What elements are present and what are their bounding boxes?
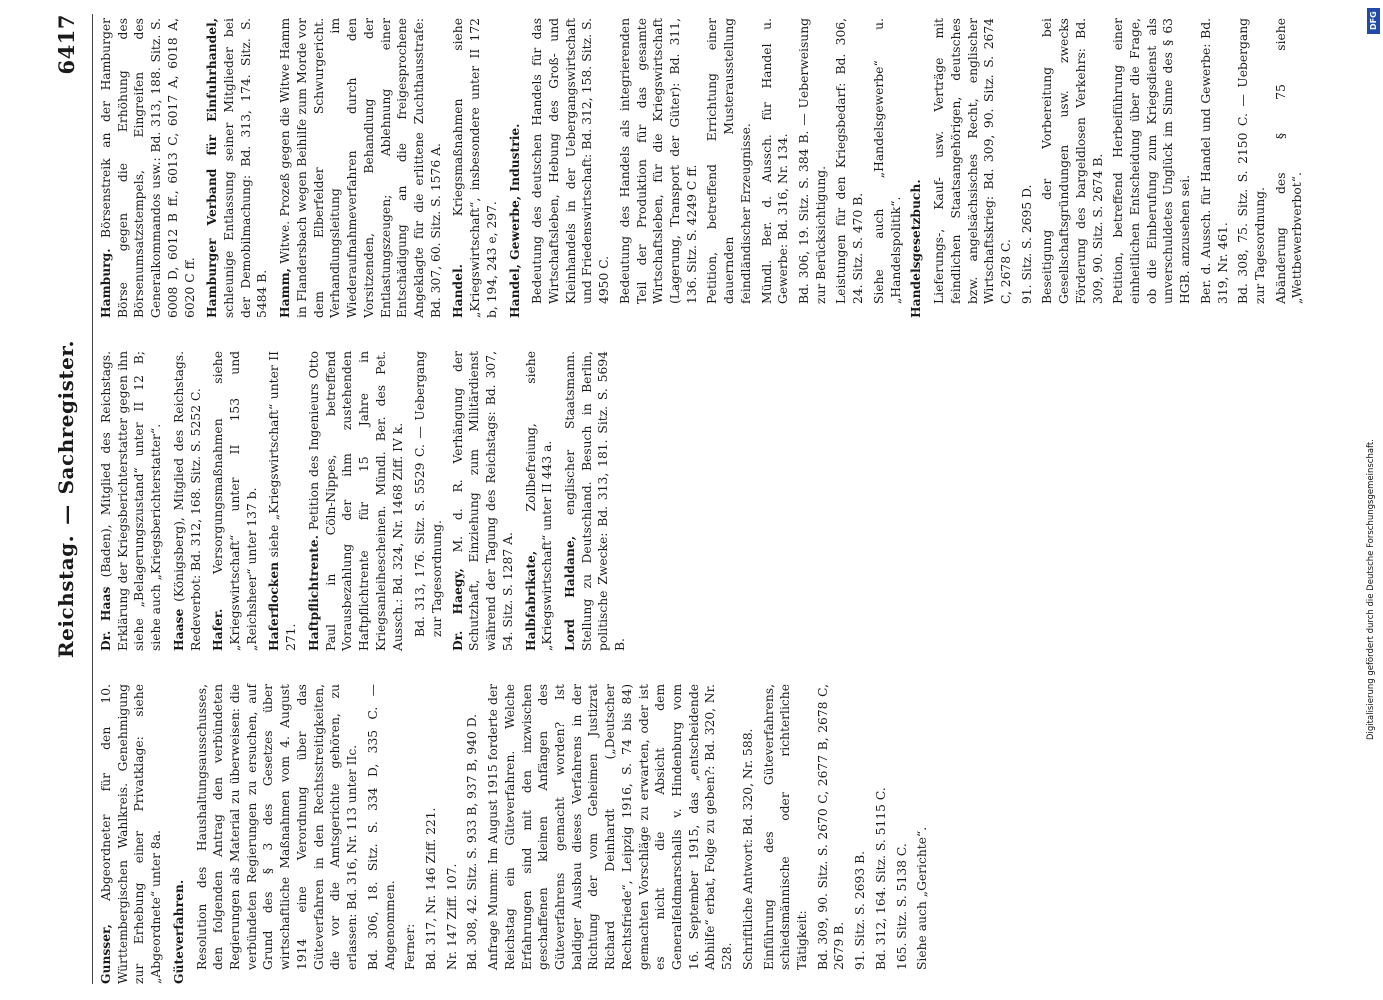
- register-entry: [450, 351, 517, 651]
- entry-keyword: Halbfabrikate,: [522, 550, 538, 651]
- entry-text: Zollbefreiung, siehe „Kriegswirtschaft“ unter II 443 a.: [523, 351, 555, 651]
- entry-keyword: Handelsgesetzbuch.: [908, 179, 924, 318]
- page-number: 6417: [53, 14, 79, 75]
- entry-text: Petition, betreffend Errichtung einer dauernden Musterausstellung feindländischer Erzeugnisse.: [705, 18, 753, 304]
- running-head: [54, 14, 78, 984]
- register-entry: [402, 684, 419, 970]
- register-entry: [98, 684, 165, 984]
- register-entry: [529, 18, 613, 304]
- register-entry: [704, 18, 754, 304]
- entry-text: Witwe. Prozeß gegen die Witwe Hamm in Flandersbach wegen Beihilfe zum Morde vor dem Elberfelder Schwurgericht. Verhandlungsleitung im Wiederaufnahmeverfahren durch den Vorsitzenden, Behandlung der Entlastungszeugen; Ablehnung einer Entschädigung an die freigesprochene Angeklagte für die erlittene Zuchthausstrafe: Bd. 307, 60. Sitz. S. 1576 A.: [278, 18, 443, 318]
- entry-text: 91. Sitz. S. 2693 B.: [853, 850, 868, 970]
- register-entry: [1019, 18, 1036, 304]
- register-entry: [617, 18, 701, 304]
- entry-text: englischer Staatsmann. Stellung zu Deutschland. Besuch in Berlin, politische Zwecke: Bd. 313, 181. Sitz. S. 5694 B.: [562, 350, 628, 651]
- entry-text: Mündl. Ber. d. Aussch. für Handel u. Gewerbe: Bd. 316, Nr. 134.: [759, 18, 791, 304]
- entry-text: Bedeutung des deutschen Handels für das Wirtschaftsleben, Hebung des Groß- und Kleinhandels in der Uebergangswirtschaft und Friedenswirtschaft: Bd. 312, 158. Sitz. S. 4950 C.: [530, 18, 612, 304]
- register-entry: [444, 684, 461, 970]
- index-column-2: [98, 351, 635, 651]
- register-entry: [562, 351, 629, 651]
- entry-keyword: Lord Haldane,: [561, 535, 577, 651]
- running-head-right: Sachregister.: [54, 340, 78, 495]
- register-entry: [423, 684, 440, 970]
- index-column-1: [98, 684, 935, 984]
- entry-text: Bd. 308, 75. Sitz. S. 2150 C. — Uebergang zur Tagesordnung.: [1236, 18, 1267, 304]
- register-entry: [98, 18, 198, 318]
- entry-text: (Baden), Mitglied des Reichstags. Erklärung der Kriegsberichterstatter gegen ihn siehe „Belagerungszustand“ unter II 12 B; siehe auch „Kriegsberichterstatter“.: [99, 351, 164, 651]
- entry-keyword: Dr. Haegy,: [449, 568, 465, 651]
- entry-text: Kriegsmaßnahmen siehe „Kriegswirtschaft“, insbesondere unter II 172 b, 194, 243 e, 297.: [451, 18, 499, 318]
- register-entry: [204, 18, 271, 318]
- entry-keyword: Hamburg.: [98, 248, 113, 318]
- entry-text: Schriftliche Antwort: Bd. 320, Nr. 588.: [740, 728, 755, 970]
- register-entry: [796, 18, 829, 304]
- entry-keyword: Handel, Gewerbe, Industrie.: [506, 123, 522, 318]
- entry-text: Siehe auch „Handelsgewerbe“ u. „Handelspolitik“.: [871, 18, 903, 304]
- entry-text: Bd. 306, 18. Sitz. S. 334 D, 335 C. — Angenommen.: [365, 684, 397, 970]
- entry-text: Bd. 313, 176. Sitz. S. 5529 C. — Uebergang zur Tagesordnung.: [413, 351, 444, 637]
- entry-keyword: Haase: [170, 608, 186, 651]
- register-entry: [761, 684, 811, 970]
- entry-text: Siehe auch „Gerichte“.: [915, 826, 930, 970]
- register-entry: [266, 351, 299, 651]
- entry-text: Bd. 306, 19. Sitz. S. 384 B. — Ueberweisung zur Berücksichtigung.: [797, 18, 828, 304]
- entry-text: 165. Sitz. S. 5138 C.: [894, 843, 909, 970]
- index-column-3: [98, 18, 1310, 318]
- register-entry: [894, 684, 911, 970]
- register-entry: [412, 351, 445, 637]
- entry-text: Abgeordneter für den 10. Württembergischen Wahlkreis. Genehmigung zur Erhebung einer Privatklage: siehe „Abgeordnete“ unter 8a.: [99, 684, 164, 984]
- register-entry: [277, 18, 444, 318]
- entry-text: Petition des Ingenieurs Otto Paul in Cöln-Nippes, betreffend Vorausbezahlung der ihm zustehenden Haftpflichtrente für 15 Jahre in Kriegsanleihescheinen. Mündl. Ber. des Pet. Aussch.: Bd. 324, Nr. 1468 Ziff. IV k.: [306, 351, 405, 651]
- entry-keyword: Hafer.: [210, 608, 226, 651]
- running-head-left: Reichstag.: [54, 534, 78, 658]
- entry-text: Abänderung des § 75 siehe „Wettbewerbverbot“.: [1273, 18, 1305, 304]
- running-head-dash: —: [54, 504, 78, 525]
- entry-text: Bd. 317, Nr. 146 Ziff. 221.: [423, 807, 438, 970]
- register-entry: [871, 18, 904, 304]
- register-entry: [450, 18, 500, 318]
- entry-text: Versorgungsmaßnahmen siehe „Kriegswirtschaft“ unter II 153 und „Reichsheer“ unter 137 b.: [211, 351, 259, 651]
- entry-text: schleunige Entlassung seiner Mitglieder bei der Demobilmachung: Bd. 313, 174. Sitz. S. 5484 B.: [222, 18, 270, 318]
- entry-text: 91. Sitz. S. 2695 D.: [1019, 184, 1034, 304]
- register-entry: [1235, 18, 1268, 304]
- register-page: [28, 14, 1338, 984]
- register-entry: [908, 18, 925, 318]
- register-entry: [873, 684, 890, 970]
- entry-text: siehe „Kriegswirtschaft“ unter II 271.: [267, 351, 299, 651]
- register-entry: [1198, 18, 1231, 304]
- entry-text: M. d. R. Verhängung der Schutzhaft, Einziehung zum Militärdienst während der Tagung des Reichstags: Bd. 307, 54. Sitz. S. 1287 A.: [450, 351, 515, 651]
- register-entry: [365, 684, 398, 970]
- register-entry: [306, 351, 406, 651]
- register-entry: [507, 18, 524, 318]
- register-entry: [464, 684, 481, 970]
- entry-text: (Königsberg), Mitglied des Reichstags. Redeverbot: Bd. 312, 168. Sitz. S. 5252 C.: [171, 351, 203, 651]
- entry-keyword: Dr. Haas: [98, 586, 113, 651]
- entry-keyword: Hamburger Verband für Einfuhrhandel,: [204, 18, 220, 318]
- register-entry: [1273, 18, 1306, 304]
- entry-text: Lieferungs-, Kauf- usw. Verträge mit feindlichen Staatsangehörigen, deutsches bzw. angelsächsisches Recht, englischer Wirtschaftskrieg: Bd. 309, 90. Sitz. S. 2674 C, 2678 C.: [932, 18, 1013, 304]
- register-entry: [98, 351, 165, 651]
- register-entry: [833, 18, 866, 304]
- register-entry: [210, 351, 260, 651]
- entry-keyword: Haferflocken: [266, 561, 282, 651]
- side-margin: [1363, 0, 1383, 1000]
- header-rule: [92, 14, 93, 984]
- entry-keyword: Handel.: [450, 264, 466, 318]
- digitization-note: Digitalisierung gefördert durch die Deutsche Forschungsgemeinschaft.: [1366, 439, 1376, 740]
- entry-text: Petition, betreffend Herbeiführung einer einheitlichen Entscheidung über die Frage, ob die Einberufung zum Kriegsdienst als unverschuldetes Unglück im Sinne des § 63 HGB. anzusehen sei.: [1111, 18, 1193, 304]
- entry-keyword: Hamm,: [277, 268, 293, 318]
- entry-text: Nr. 147 Ziff. 107.: [444, 863, 459, 970]
- entry-text: Leistungen für den Kriegsbedarf: Bd. 306, 24. Sitz. S. 470 B.: [834, 18, 866, 304]
- register-entry: [523, 351, 556, 651]
- entry-text: Bd. 312, 164. Sitz. S. 5115 C.: [873, 787, 888, 970]
- register-entry: [759, 18, 792, 304]
- register-entry: [931, 18, 1015, 304]
- register-entry: [1110, 18, 1194, 304]
- register-entry: [815, 684, 848, 970]
- register-entry: [171, 351, 204, 651]
- register-entry: [740, 684, 757, 970]
- entry-text: Anfrage Mumm: Im August 1915 forderte der Reichstag ein Güteverfahren. Welche Erfahrungen sind mit den inzwischen geschaffenen kleinen Anfängen des Güteverfahrens gemacht worden? Ist baldiger Ausbau dieses Verfahrens in der Richtung der vom Geheimen Justizrat Richard Deinhardt („Deutscher Rechtsfriede“, Leipzig 1916, S. 74 bis 84) gemachten Vorschläge zu erwarten, oder ist es nicht die Absicht dem Generalfeldmarschalls v. Hindenburg vom 16. September 1915, das „entscheidende Abhilfe“ erbat, Folge zu geben?: Bd. 320, Nr. 528.: [486, 684, 735, 970]
- entry-text: Börsenstreik an der Hamburger Börse gegen die Erhöhung des Börsenumsatzstempels, Eingreifen des Generalkommandos usw.: Bd. 313, 188. Sitz. S. 6008 D, 6012 B ff., 6013 C, 6017 A, 6018 A, 6020 C ff.: [99, 18, 197, 318]
- register-entry: [171, 684, 188, 984]
- entry-keyword: Güteverfahren.: [170, 879, 186, 984]
- page-header: [46, 14, 86, 984]
- entry-text: Bedeutung des Handels als integrierenden Teil der Produktion für das gesamte Wirtschaftsleben, für die Kriegswirtschaft (Lagerung, Transport der Güter): Bd. 311, 136. Sitz. S. 4249 C ff.: [617, 18, 699, 304]
- entry-text: Ferner:: [403, 923, 418, 970]
- entry-text: Ber. d. Aussch. für Handel und Gewerbe: Bd. 319, Nr. 461.: [1198, 18, 1230, 304]
- register-entry: [914, 684, 931, 970]
- entry-keyword: Haftpflichtrente.: [305, 535, 321, 651]
- entry-text: Einführung des Güteverfahrens, schiedsmännische oder richterliche Tätigkeit:: [761, 684, 810, 970]
- register-entry: [485, 684, 736, 970]
- entry-text: Resolution des Haushaltungsausschusses, den folgenden Antrag den verbündeten Regierungen als Material zu überweisen: die verbündeten Regierungen zu ersuchen, auf Grund des § 3 des Gesetzes über wirtschaftliche Maßnahmen vom 4. August 1914 eine Verordnung über das Güteverfahren in den Rechtsstreitigkeiten, die vor die Amtsgerichte gehören, zu erlassen: Bd. 316, Nr. 113 unter IIc.: [194, 684, 360, 970]
- entry-text: Bd. 308, 42. Sitz. S. 933 B, 937 B, 940 D.: [465, 713, 480, 970]
- entry-text: Beseitigung der Vorbereitung bei Gesellschaftsgründungen usw. zwecks Förderung des bargeldlosen Verkehrs: Bd. 309, 90. Sitz. S. 2674 B.: [1040, 18, 1105, 304]
- entry-keyword: Gunsser,: [98, 924, 113, 984]
- dfg-logo: DFG: [1367, 8, 1380, 34]
- register-entry: [1039, 18, 1106, 304]
- entry-text: Bd. 309, 90. Sitz. S. 2670 C, 2677 B, 2678 C, 2679 B.: [815, 684, 847, 970]
- register-entry: [852, 684, 869, 970]
- register-entry: [194, 684, 361, 970]
